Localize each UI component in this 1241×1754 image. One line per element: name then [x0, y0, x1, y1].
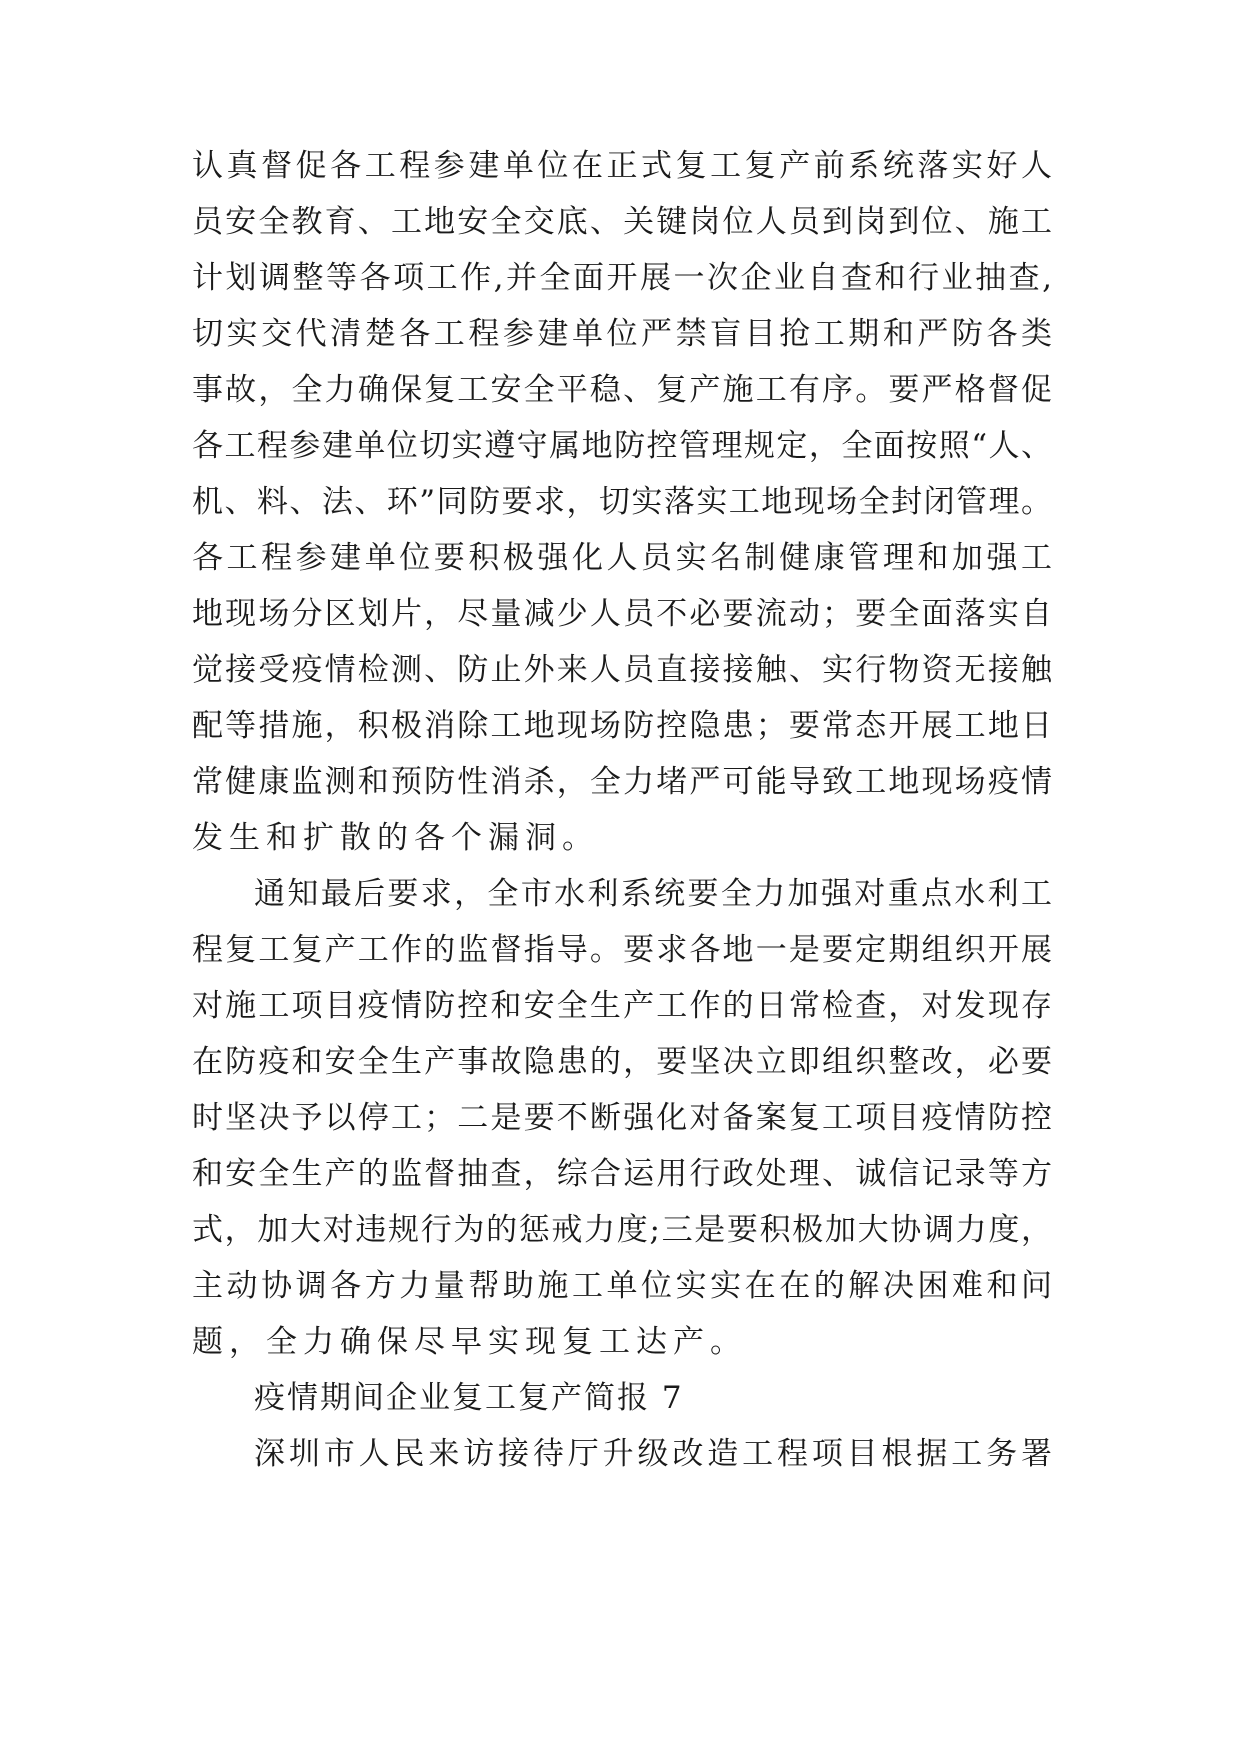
text-line: 计划调整等各项工作,并全面开展一次企业自查和行业抽查,	[192, 260, 1052, 296]
text-line: 各工程参建单位切实遵守属地防控管理规定，全面按照“人、	[192, 428, 1052, 464]
text-line: 式，加大对违规行为的惩戒力度;三是要积极加大协调力度，	[192, 1212, 1052, 1248]
text-line: 在防疫和安全生产事故隐患的，要坚决立即组织整改，必要	[192, 1044, 1052, 1080]
text-line: 常健康监测和预防性消杀，全力堵严可能导致工地现场疫情	[192, 764, 1052, 800]
section-heading: 疫情期间企业复工复产简报 7	[254, 1380, 684, 1416]
text-line: 事故，全力确保复工安全平稳、复产施工有序。要严格督促	[192, 372, 1052, 408]
text-line: 对施工项目疫情防控和安全生产工作的日常检查，对发现存	[192, 988, 1052, 1024]
text-line: 深圳市人民来访接待厅升级改造工程项目根据工务署	[254, 1436, 1052, 1472]
text-line: 配等措施，积极消除工地现场防控隐患；要常态开展工地日	[192, 708, 1052, 744]
text-line: 程复工复产工作的监督指导。要求各地一是要定期组织开展	[192, 932, 1052, 968]
text-line: 认真督促各工程参建单位在正式复工复产前系统落实好人	[192, 148, 1052, 184]
text-line: 地现场分区划片，尽量减少人员不必要流动；要全面落实自	[192, 596, 1052, 632]
text-line: 发生和扩散的各个漏洞。	[192, 820, 599, 856]
text-line: 和安全生产的监督抽查，综合运用行政处理、诚信记录等方	[192, 1156, 1052, 1192]
text-line: 切实交代清楚各工程参建单位严禁盲目抢工期和严防各类	[192, 316, 1052, 352]
text-line: 主动协调各方力量帮助施工单位实实在在的解决困难和问	[192, 1268, 1052, 1304]
text-line: 时坚决予以停工；二是要不断强化对备案复工项目疫情防控	[192, 1100, 1052, 1136]
text-line: 机、料、法、环”同防要求，切实落实工地现场全封闭管理。	[192, 484, 1052, 520]
text-line: 通知最后要求，全市水利系统要全力加强对重点水利工	[254, 876, 1052, 912]
text-line: 觉接受疫情检测、防止外来人员直接接触、实行物资无接触	[192, 652, 1052, 688]
text-line: 员安全教育、工地安全交底、关键岗位人员到岗到位、施工	[192, 204, 1052, 240]
text-line: 各工程参建单位要积极强化人员实名制健康管理和加强工	[192, 540, 1052, 576]
text-line: 题，全力确保尽早实现复工达产。	[192, 1324, 747, 1360]
